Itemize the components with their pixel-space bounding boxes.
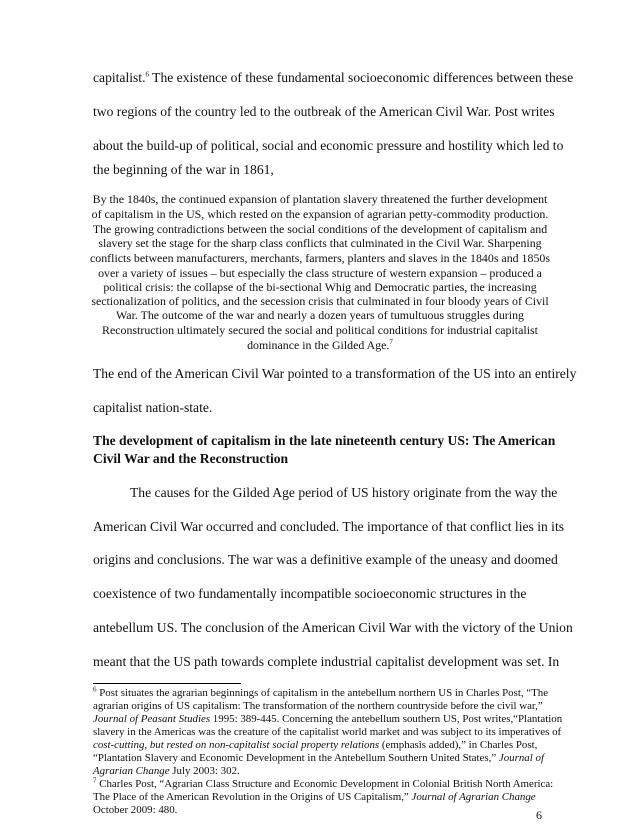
section-heading: Civil War and the Reconstruction (93, 451, 289, 466)
body-line: capitalist nation-state. (93, 400, 213, 415)
footnote-mark: 7 (93, 776, 97, 785)
body-line: two regions of the country led to the outbreak of the American Civil War. Post writes (93, 104, 555, 119)
footnote-line: October 2009: 480. (93, 804, 178, 816)
footnote-line: cost-cutting, but rested on non-capitalist social property relations (emphasis added),” in Charles Post, (93, 739, 538, 751)
quote-line: Reconstruction ultimately secured the social and political conditions for industrial capitalist (102, 323, 538, 337)
footnote-line: $^6$ Post situates the agrarian beginnings of capitalism in the antebellum northern US in Charles Post, “The (93, 685, 549, 699)
footnote-line: “Plantation Slavery and Economic Development in the Antebellum Southern United States,” Journal of (93, 752, 544, 764)
quote-line: of capitalism in the US, which rested on the expansion of agrarian petty-commodity production. (91, 207, 549, 221)
page-number: 6 (536, 808, 542, 822)
section-heading: The development of capitalism in the late nineteenth century US: The American (93, 433, 556, 448)
quote-line: War. The outcome of the war and nearly a dozen years of tumultuous struggles during (116, 308, 524, 322)
footnote-line: $^7$ Charles Post, “Agrarian Class Structure and Economic Development in Colonial British North America: (93, 776, 554, 790)
quote-line: political crisis: the collapse of the bi-sectional Whig and Democratic parties, the increasing (103, 280, 537, 294)
body-line: about the build-up of political, social and economic pressure and hostility which led to (93, 138, 564, 153)
footnote-separator (93, 683, 241, 684)
quote-line: dominance in the Gilded Age.$^7$ (247, 338, 393, 352)
body-line: coexistence of two fundamentally incompatible socioeconomic structures in the (93, 586, 527, 601)
footnote-line: slavery in the Americas was the creature of the capitalist world market and was subject to its imperatives of (93, 726, 562, 738)
footnote-line: agrarian origins of US capitalism: The transformation of the northern countryside before the civil war,” (93, 700, 543, 712)
quote-line: over a variety of issues – but especially the class structure of western expansion – produced a (98, 266, 542, 280)
quote-line: By the 1840s, the continued expansion of plantation slavery threatened the further development (92, 192, 548, 206)
footnote-line: The Place of the American Revolution in the Origins of US Capitalism,” Journal of Agrarian Change (93, 791, 536, 803)
footnote-mark: 6 (93, 685, 97, 694)
footnote-line: Journal of Peasant Studies 1995: 389-445. Concerning the antebellum southern US, Post writes,“Plantation (93, 713, 563, 725)
quote-line: sectionalization of politics, and the secession crisis that culminated in four bloody years of Civil (91, 294, 549, 308)
quote-line: The growing contradictions between the social conditions of the development of capitalism and (92, 222, 548, 236)
body-line: the beginning of the war in 1861, (93, 162, 274, 177)
footnote-ref: 7 (389, 338, 393, 347)
body-line: origins and conclusions. The war was a definitive example of the uneasy and doomed (93, 552, 558, 567)
quote-line: conflicts between manufacturers, merchants, farmers, planters and slaves in the 1840s and 1850s (90, 251, 550, 265)
quote-line: slavery set the stage for the sharp class conflicts that culminated in the Civil War. Sharpening (98, 236, 542, 250)
footnote-line: Agrarian Change July 2003: 302. (93, 765, 240, 777)
body-line: capitalist.$^6$ The existence of these fundamental socioeconomic differences between these (93, 70, 574, 85)
body-line: antebellum US. The conclusion of the American Civil War with the victory of the Union (93, 620, 573, 635)
body-line: meant that the US path towards complete industrial capitalist development was set. In (93, 654, 560, 669)
body-line: American Civil War occurred and concluded. The importance of that conflict lies in its (93, 519, 565, 534)
body-line: The end of the American Civil War pointed to a transformation of the US into an entirely (93, 366, 577, 381)
body-line: The causes for the Gilded Age period of US history originate from the way the (130, 485, 558, 500)
footnote-ref: 6 (145, 70, 149, 79)
